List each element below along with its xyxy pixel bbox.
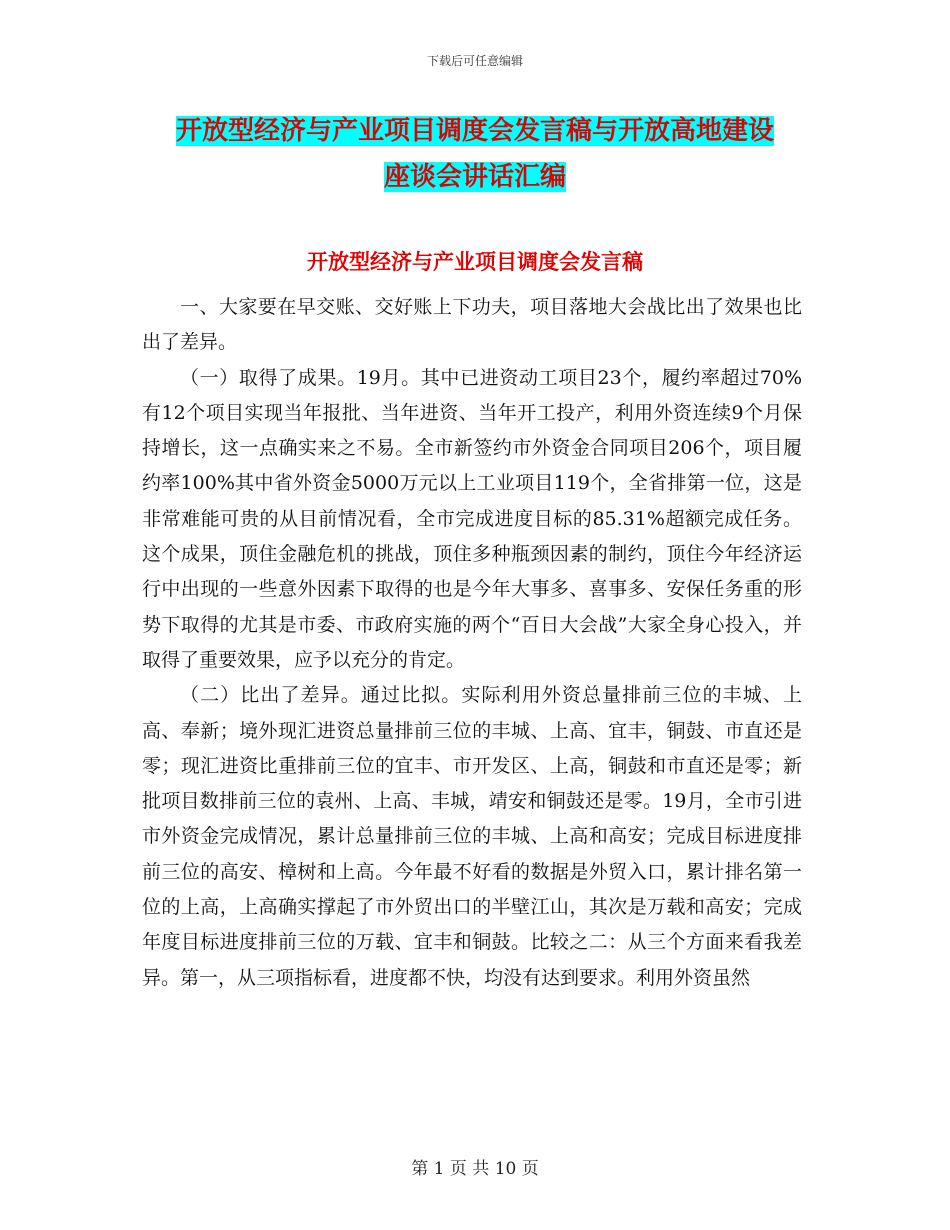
page-header-note: 下载后可任意编辑 [426, 54, 523, 68]
paragraph-2: （一）取得了成果。19月。其中已进资动工项目23个，履约率超过70%有12个项目实现当年报批、当年进资、当年开工投产，利用外资连续9个月保持增长，这一点确实来之不易。全市新签约市外资金合同项目206个，项目履约率100%其中省外资金5000万元以上工业项目119个，全省排第一位，这是非常难能可贵的从目前情况看，全市完成进度目标的85.31%超额完成任务。这个成果，顶住金融危机的挑战，顶住多种瓶颈因素的制约，顶住今年经济运行中出现的一些意外因素下取得的也是今年大事多、喜事多、安保任务重的形势下取得的尤其是市委、市政府实施的两个“百日大会战”大家全身心投入，并取得了重要效果，应予以充分的肯定。 [142, 366, 802, 671]
page-number-footer: 第 1 页 共 10 页 [411, 1159, 539, 1179]
document-body [142, 290, 802, 996]
document-title [140, 108, 810, 200]
document-title-line-2: 座谈会讲话汇编 [383, 162, 566, 192]
document-title-line-1: 开放型经济与产业项目调度会发言稿与开放高地建设 [175, 116, 774, 146]
paragraph-1: 一、大家要在早交账、交好账上下功夫，项目落地大会战比出了效果也比出了差异。 [142, 296, 802, 354]
section-title: 开放型经济与产业项目调度会发言稿 [307, 249, 643, 274]
paragraph-3: （二）比出了差异。通过比拟。实际利用外资总量排前三位的丰城、上高、奉新；境外现汇进资总量排前三位的丰城、上高、宜丰，铜鼓、市直还是零；现汇进资比重排前三位的宜丰、市开发区、上高，铜鼓和市直还是零；新批项目数排前三位的袁州、上高、丰城，靖安和铜鼓还是零。19月，全市引进市外资金完成情况，累计总量排前三位的丰城、上高和高安；完成目标进度排前三位的高安、樟树和上高。今年最不好看的数据是外贸入口，累计排名第一位的上高，上高确实撑起了市外贸出口的半壁江山，其次是万载和高安；完成年度目标进度排前三位的万载、宜丰和铜鼓。比较之二：从三个方面来看我差异。第一，从三项指标看，进度都不快，均没有达到要求。利用外资虽然 [142, 684, 802, 989]
